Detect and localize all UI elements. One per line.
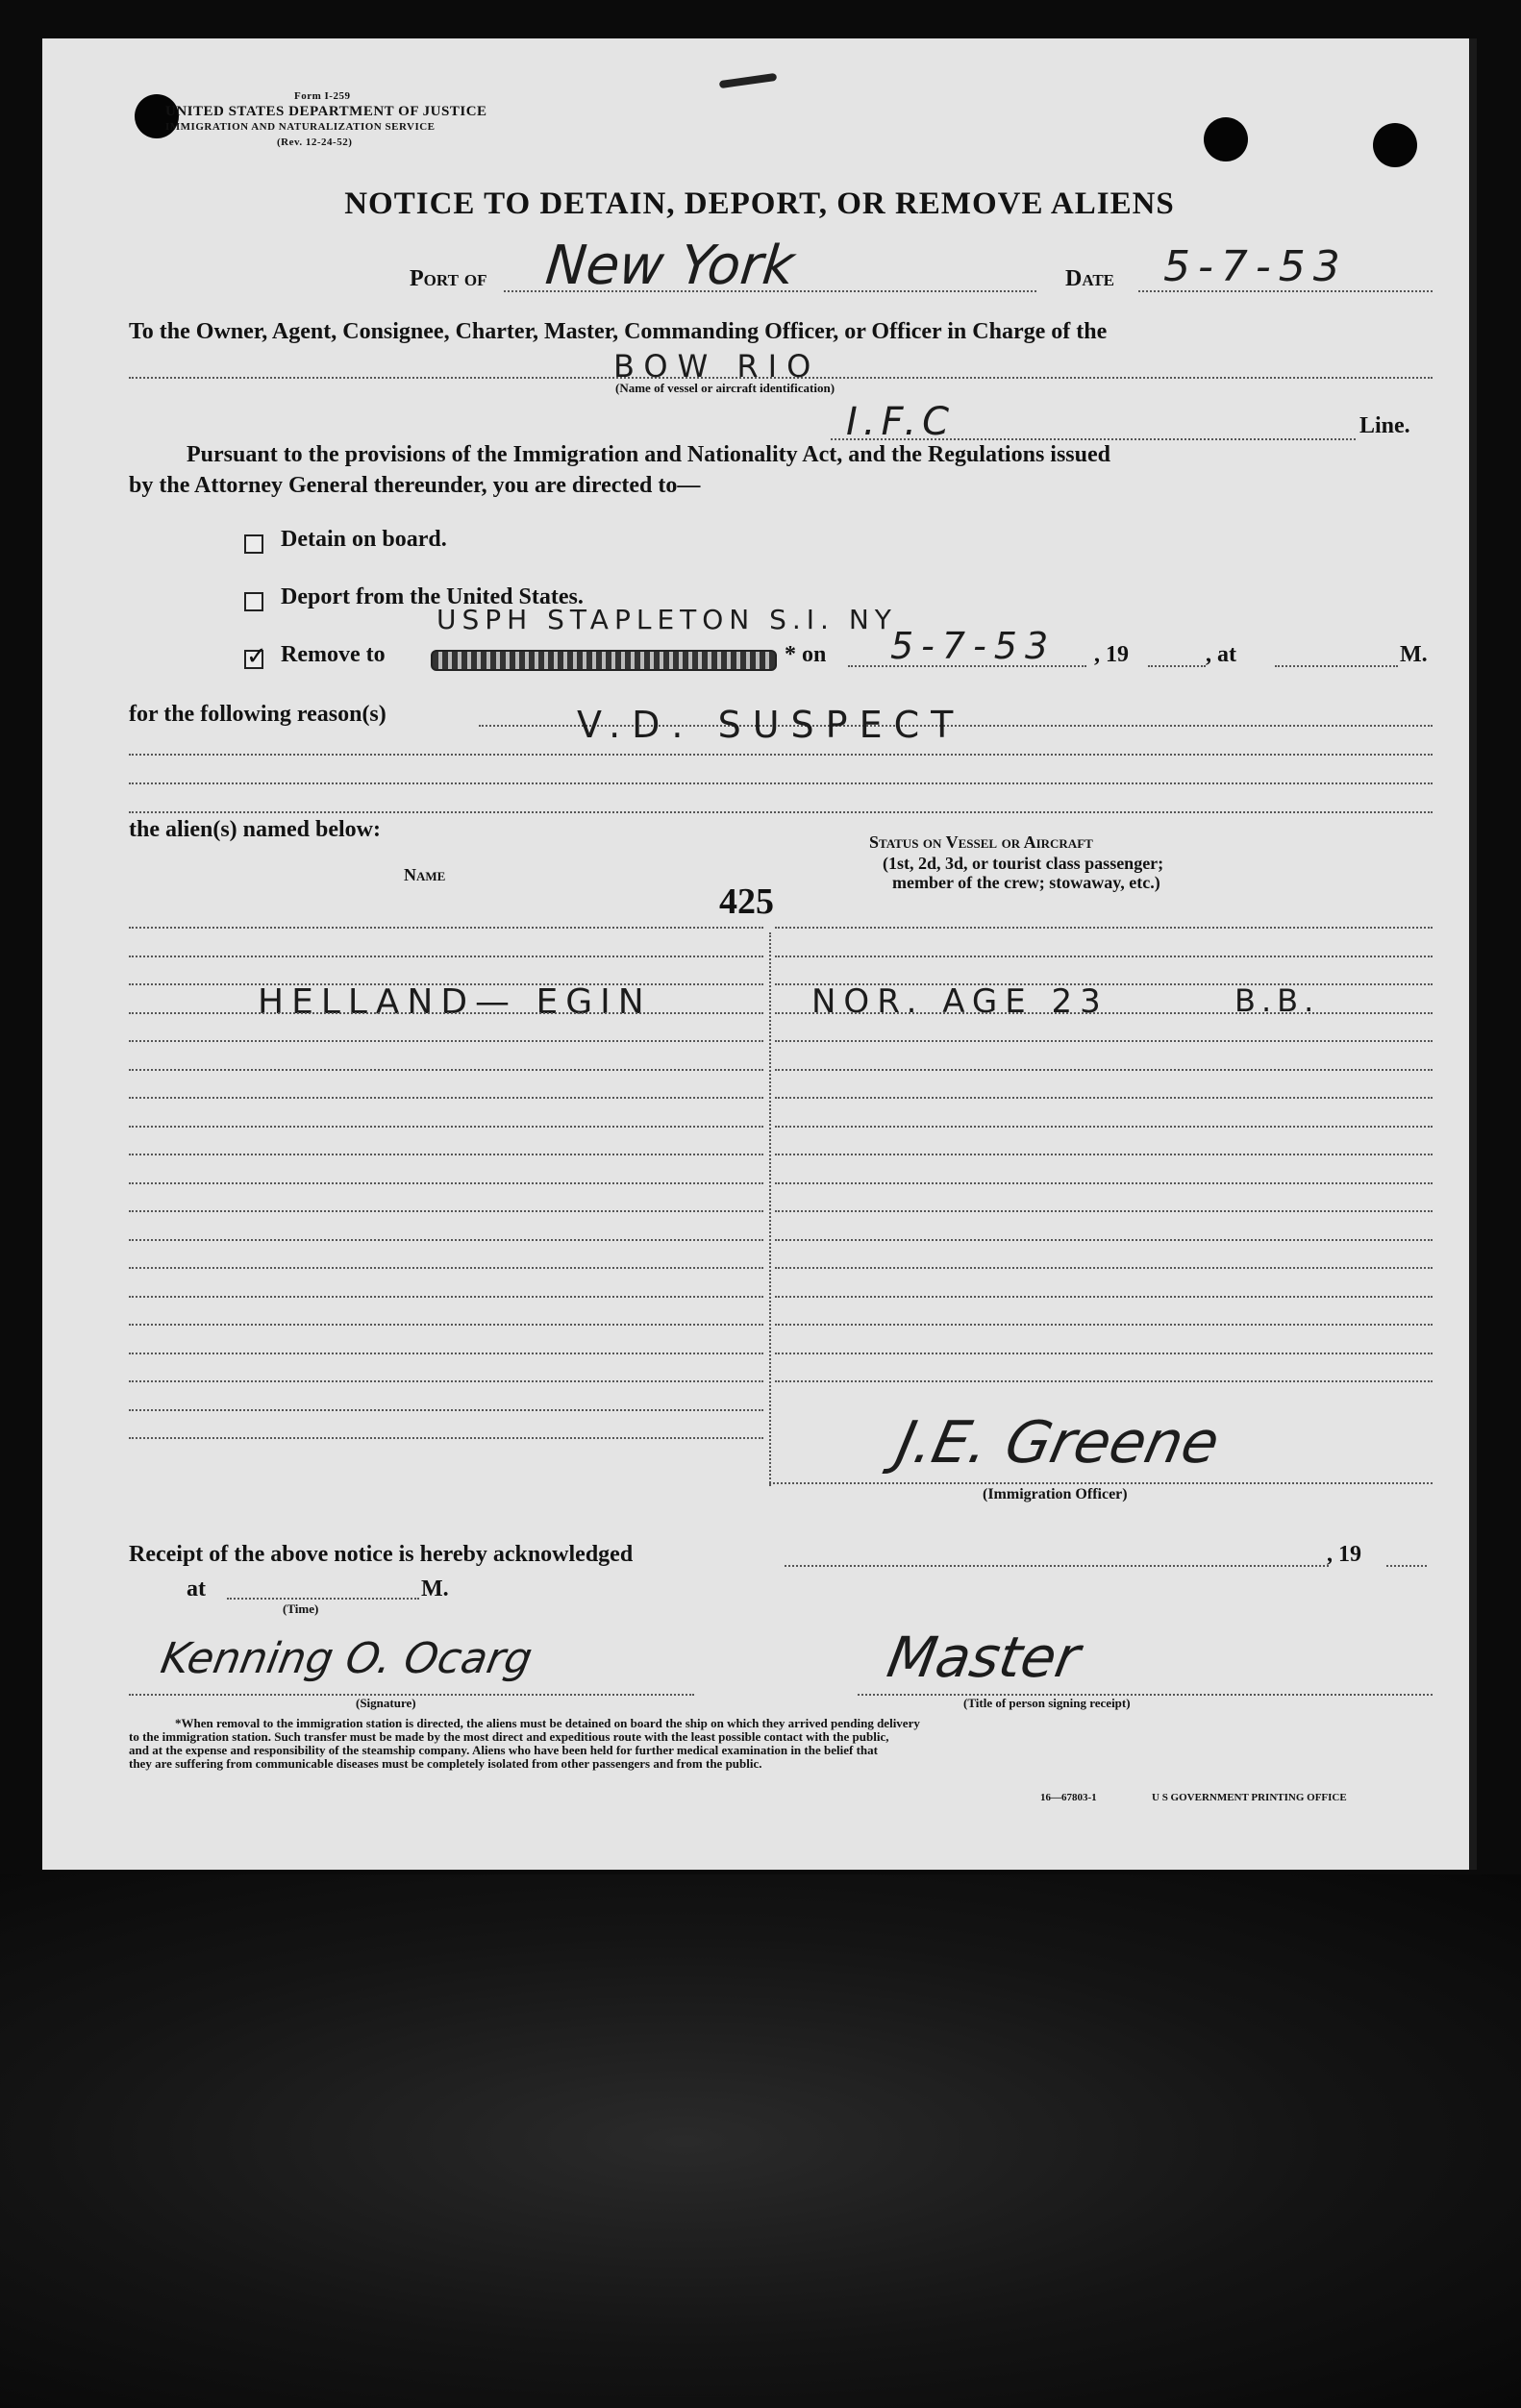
reasons-line-3 <box>129 782 1433 784</box>
service-name: IMMIGRATION AND NATURALIZATION SERVICE <box>165 121 436 133</box>
struck-text <box>431 650 777 671</box>
alien-table-rule <box>129 1154 763 1155</box>
revision-date: (Rev. 12-24-52) <box>277 137 353 148</box>
alien-table-rule <box>775 1239 1433 1241</box>
alien-table-rule <box>129 1267 763 1269</box>
alien-table-rule <box>775 1040 1433 1042</box>
year-label: , 19 <box>1094 642 1129 667</box>
alien-table-rule <box>775 1296 1433 1298</box>
reasons-line-2 <box>129 754 1433 756</box>
signature-caption: (Signature) <box>356 1696 416 1710</box>
footnote-line-3: and at the expense and responsibility of the steamship company. Aliens who have been held for further medical examination in the belief that <box>129 1743 878 1757</box>
checkmark-icon: ✓ <box>246 642 267 671</box>
alien-table-rule <box>129 1409 763 1411</box>
date-value: 5-7-53 <box>1163 242 1348 291</box>
remove-on-label: * on <box>785 642 827 667</box>
officer-signature: J.E. Greene <box>890 1409 1226 1477</box>
column-divider <box>769 932 771 1486</box>
at-label: , at <box>1206 642 1236 667</box>
date-label: Date <box>1065 266 1115 291</box>
port-label: Port of <box>410 266 487 291</box>
time-line <box>1275 665 1398 667</box>
time-caption: (Time) <box>283 1601 319 1616</box>
alien-table-rule <box>129 1239 763 1241</box>
alien-table-rule <box>129 927 763 929</box>
form-number: Form I-259 <box>294 90 351 102</box>
addressee-text: To the Owner, Agent, Consignee, Charter, Master, Commanding Officer, or Officer in Charge of the <box>129 319 1108 344</box>
status-column-subheader-2: member of the crew; stowaway, etc.) <box>892 873 1160 892</box>
reasons-value: V.D. SUSPECT <box>577 704 965 746</box>
alien-table-rule <box>775 1210 1433 1212</box>
deport-checkbox[interactable] <box>244 592 263 611</box>
punch-hole-right-1 <box>1204 117 1248 161</box>
alien-table-rule <box>129 1380 763 1382</box>
deport-label: Deport from the United States. <box>281 584 584 609</box>
alien-table-rule <box>775 983 1433 985</box>
footnote-line-2: to the immigration station. Such transfer must be made by the most direct and expeditious route with the least possible contact with the public, <box>129 1729 889 1744</box>
alien-table-rule <box>775 1097 1433 1099</box>
receipt-time-line <box>227 1598 419 1600</box>
detain-label: Detain on board. <box>281 527 447 552</box>
alien-table-rule <box>129 1437 763 1439</box>
footnote <box>129 1717 1433 1771</box>
receipt-signature: Kenning O. Ocarg <box>157 1634 536 1683</box>
alien-table-rule <box>775 1154 1433 1155</box>
alien-table-rule <box>775 956 1433 957</box>
detain-checkbox[interactable] <box>244 534 263 554</box>
alien-table-rule <box>129 1353 763 1354</box>
alien-table-rule <box>775 1069 1433 1071</box>
receipt-line <box>785 1565 1329 1567</box>
receipt-year-line <box>1386 1565 1427 1567</box>
alien-table-rule <box>775 1353 1433 1354</box>
alien-table-rule <box>129 1296 763 1298</box>
footnote-line-1: *When removal to the immigration station is directed, the aliens must be detained on board the ship on which they arrived pending delivery <box>175 1716 920 1730</box>
alien-table-rule <box>775 1380 1433 1382</box>
pursuant-line-2: by the Attorney General thereunder, you are directed to— <box>129 473 701 498</box>
scan-background <box>0 1874 1521 2408</box>
alien-status-extra: B.B. <box>1234 982 1320 1019</box>
alien-table-rule <box>775 1324 1433 1326</box>
ink-mark <box>719 73 778 88</box>
name-column-header: Name <box>404 865 446 884</box>
alien-table-rule <box>775 1267 1433 1269</box>
footnote-line-4: they are suffering from communicable diseases must be completely isolated from other passengers and from the public. <box>129 1756 762 1771</box>
receipt-m-label: M. <box>421 1576 449 1601</box>
status-column-subheader-1: (1st, 2d, 3d, or tourist class passenger; <box>883 854 1164 873</box>
alien-table-rule <box>129 1324 763 1326</box>
title-line <box>858 1694 1433 1696</box>
status-column-header: Status on Vessel or Aircraft <box>869 832 1093 852</box>
alien-table-rule <box>129 956 763 957</box>
title-caption: (Title of person signing receipt) <box>963 1696 1131 1710</box>
line-label: Line. <box>1359 413 1410 438</box>
receipt-at-label: at <box>187 1576 206 1601</box>
printer-code: 16—67803-1 <box>1040 1792 1097 1803</box>
alien-status: NOR. AGE 23 <box>811 982 1109 1021</box>
remove-label: Remove to <box>281 642 386 667</box>
vessel-value: BOW RIO <box>613 348 821 385</box>
year-line <box>1148 665 1206 667</box>
alien-name: HELLAND— EGIN <box>258 982 652 1022</box>
remove-destination: USPH STAPLETON S.I. NY <box>436 604 897 635</box>
alien-table-rule <box>129 1069 763 1071</box>
alien-table-rule <box>775 927 1433 929</box>
printer-office: U S GOVERNMENT PRINTING OFFICE <box>1152 1792 1347 1803</box>
officer-caption: (Immigration Officer) <box>983 1486 1128 1502</box>
m-label: M. <box>1400 642 1428 667</box>
alien-table-rule <box>129 1012 763 1014</box>
receipt-year: , 19 <box>1327 1542 1361 1567</box>
alien-table-rule <box>129 1097 763 1099</box>
alien-table-rule <box>129 1126 763 1128</box>
alien-table-rule <box>129 1040 763 1042</box>
reasons-label: for the following reason(s) <box>129 702 386 727</box>
vessel-caption: (Name of vessel or aircraft identification) <box>615 381 835 395</box>
port-value: New York <box>542 235 798 297</box>
reasons-line-4 <box>129 811 1433 813</box>
receipt-text: Receipt of the above notice is hereby acknowledged <box>129 1542 634 1567</box>
form-title: NOTICE TO DETAIN, DEPORT, OR REMOVE ALIENS <box>344 186 1175 221</box>
pursuant-line-1: Pursuant to the provisions of the Immigration and Nationality Act, and the Regulations issued <box>187 442 1110 467</box>
alien-number: 425 <box>719 881 774 922</box>
alien-table-rule <box>129 1182 763 1184</box>
aliens-label: the alien(s) named below: <box>129 817 381 842</box>
receipt-title-value: Master <box>883 1625 1085 1690</box>
officer-signature-line <box>769 1482 1433 1484</box>
alien-table-rule <box>129 983 763 985</box>
punch-hole-right-2 <box>1373 123 1417 167</box>
form-sheet <box>42 38 1477 1870</box>
department-name: UNITED STATES DEPARTMENT OF JUSTICE <box>165 104 487 119</box>
remove-date-value: 5-7-53 <box>890 625 1057 667</box>
line-value: I.F.C <box>846 400 956 444</box>
alien-table-rule <box>129 1210 763 1212</box>
alien-table-rule <box>775 1126 1433 1128</box>
alien-table-rule <box>775 1182 1433 1184</box>
alien-table-rule <box>775 1012 1433 1014</box>
